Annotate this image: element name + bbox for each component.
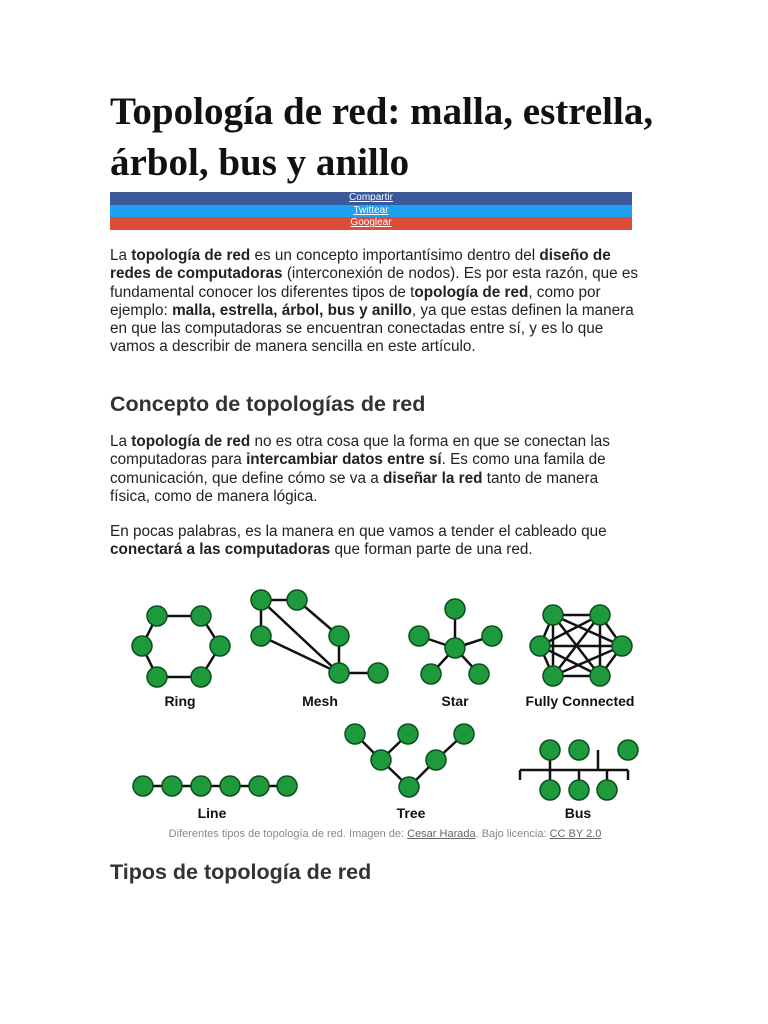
- label-star: Star: [441, 693, 469, 709]
- heading-concept: Concepto de topologías de red: [110, 392, 426, 416]
- label-bus: Bus: [564, 805, 592, 821]
- caption-license-link[interactable]: CC BY 2.0: [549, 828, 602, 840]
- label-ring: Ring: [164, 693, 196, 709]
- share-facebook-button[interactable]: Compartir: [110, 192, 632, 205]
- caption-author-link[interactable]: Cesar Harada: [407, 828, 476, 840]
- concept-paragraph-1: La topología de red no es otra cosa que la forma en que se conectan las computadoras para intercambiar datos entre sí. Es como una famila de comunicación, que define cómo se va a diseñar la red tanto de manera física, como de manera lógica.: [110, 433, 610, 505]
- share-twitter-button[interactable]: Twittear: [110, 205, 632, 218]
- share-bar: [110, 192, 632, 230]
- figure-caption: Diferentes tipos de topología de red. Imagen de: Cesar Harada. Bajo licencia: CC BY 2.0: [168, 828, 602, 840]
- topology-diagram: [124, 584, 654, 824]
- label-mesh: Mesh: [302, 693, 338, 709]
- label-fully-connected: Fully Connected: [525, 693, 635, 709]
- share-google-button[interactable]: Googlear: [110, 217, 632, 230]
- concept-paragraph-2: En pocas palabras, es la manera en que vamos a tender el cableado que conectará a las computadoras que forman parte de una red.: [110, 523, 607, 559]
- topology-figure: [124, 584, 654, 824]
- intro-paragraph: La topología de red es un concepto importantísimo dentro del diseño de redes de computadoras (interconexión de nodos). Es por esta razón, que es fundamental conocer los diferentes tipos de topología de red, como por ejemplo: malla, estrella, árbol, bus y anillo, ya que estas definen la manera en que las computadoras se encuentran conectadas entre sí, y es lo que vamos a describir de manera sencilla en este artículo.: [110, 247, 639, 356]
- label-line: Line: [197, 805, 227, 821]
- heading-types: Tipos de topología de red: [110, 860, 372, 884]
- label-tree: Tree: [396, 805, 426, 821]
- article-title: Topología de red: malla, estrella, árbol, bus y anillo: [110, 90, 654, 184]
